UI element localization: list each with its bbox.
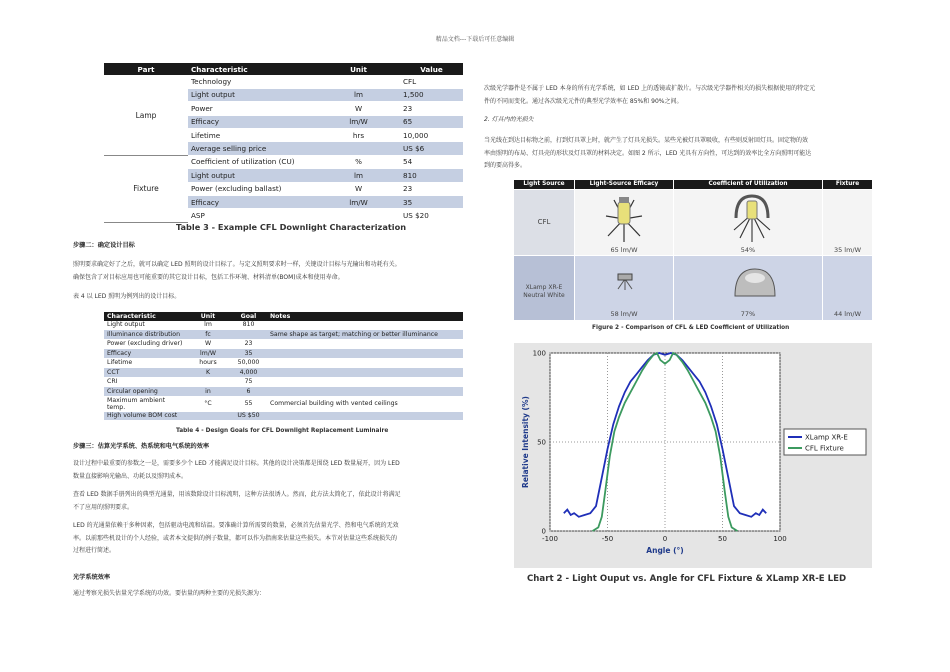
fig2-header-source: Light Source — [514, 180, 574, 189]
cell-value: 23 — [400, 102, 463, 115]
x-tick-label: 100 — [773, 535, 787, 543]
x-tick-label: 0 — [662, 535, 668, 543]
cell-characteristic: Power (excluding driver) — [104, 339, 186, 349]
fig2-header-cu: Coefficient of Utilization — [674, 180, 822, 189]
legend-label: XLamp XR-E — [805, 433, 848, 442]
fig2-xlamp-line-2: Neutral White — [523, 292, 565, 299]
fig2-header-fixture: Fixture — [823, 180, 872, 189]
step3-paragraph-4: 通过考察光损失估量光学系统的功效。要估量的两种主要的光损失源为： — [73, 590, 266, 597]
fig2-cfl-fixture-efficacy: 35 lm/W — [833, 246, 862, 254]
page-header: 精品文档---下载后可任意编辑 — [435, 36, 515, 43]
figure-2-caption: Figure 2 - Comparison of CFL & LED Coefficient of Utilization — [592, 325, 790, 331]
cell-notes — [267, 377, 463, 387]
y-tick-label: 50 — [537, 438, 546, 447]
led-icon — [614, 271, 636, 291]
cell-unit: hrs — [317, 128, 400, 141]
fig2-cfl-label: CFL — [537, 218, 551, 226]
x-tick-label: -50 — [601, 535, 614, 543]
cell-unit — [186, 411, 230, 421]
cell-notes — [267, 358, 463, 368]
step2-line-2: 确保包含了对目标应用也可能重要的其它设计目标，包括工作环境、材料清单(BOM)成本和使用寿命。 — [73, 273, 344, 281]
step3-p2-line-1: 查看 LED 数据手册列出的典型光通量，用该数除设计目标流明，这种方法很诱人。然而，此方法太简化了，依此设计将满足 — [73, 491, 401, 498]
chart-2-caption: Chart 2 - Light Ouput vs. Angle for CFL Fixture & XLamp XR-E LED — [527, 574, 847, 584]
cell-value: 35 — [400, 195, 463, 208]
step3-paragraph-1 — [73, 458, 473, 483]
cell-notes: Same shape as target; matching or better illuminance — [267, 330, 463, 340]
t4-col-notes: Notes — [267, 312, 463, 321]
cell-unit: lm/W — [317, 195, 400, 208]
step3-heading: 步骤三：估算光学系统、热系统和电气系统的效率 — [73, 443, 210, 450]
cell-unit: W — [317, 102, 400, 115]
led-fixture-icon — [732, 266, 778, 298]
cell-unit: fc — [186, 330, 230, 340]
cell-unit: lm — [186, 321, 230, 330]
table-row — [104, 358, 463, 368]
part-fixture: Fixture — [104, 155, 188, 222]
legend-label: CFL Fixture — [805, 444, 844, 453]
fig2-xlamp-line-1: XLamp XR-E — [525, 284, 563, 291]
fig2-led-cu: 77% — [740, 310, 756, 318]
col-value: Value — [400, 63, 463, 75]
cell-characteristic: Power — [188, 102, 317, 115]
t4-col-unit: Unit — [186, 312, 230, 321]
cell-goal: 75 — [230, 377, 267, 387]
step2-paragraph-2: 表 4 以 LED 照明为例列出的设计目标。 — [73, 293, 181, 300]
cell-characteristic: Efficacy — [188, 115, 317, 128]
cell-characteristic: Average selling price — [188, 142, 317, 155]
step3-p3-line-1: LED 的光通量依赖于多种因素，包括驱动电流和结温。要准确计算所需要的数量，必须首先估量光学、热和电气系统的无效 — [73, 522, 399, 529]
y-axis-label: Relative Intensity (%) — [521, 396, 530, 488]
cell-value: CFL — [400, 75, 463, 88]
cell-unit: in — [186, 387, 230, 397]
t4-col-goal: Goal — [230, 312, 267, 321]
step3-paragraph-3 — [73, 520, 473, 558]
cell-goal: 50,000 — [230, 358, 267, 368]
cell-unit — [317, 75, 400, 88]
cell-characteristic: CCT — [104, 368, 186, 378]
cell-goal: 23 — [230, 339, 267, 349]
cell-characteristic: Light output — [104, 321, 186, 330]
cell-characteristic: Efficacy — [104, 349, 186, 359]
cell-notes: Commercial building with vented ceilings — [267, 396, 463, 411]
right-p1-line-2: 件的不同而变化。通过各次级光元件的典型光学效率在 85%和 90%之间。 — [484, 97, 683, 105]
cell-unit: hours — [186, 358, 230, 368]
step3-paragraph-2 — [73, 489, 473, 514]
right-paragraph-2 — [484, 135, 884, 173]
cell-characteristic: Lifetime — [188, 128, 317, 141]
right-p1-line-1: 次级光学器件是不属于 LED 本身的所有光学系统，如 LED 上的透镜或扩散片。与次级光学器件相关的损失根据使用的特定元 — [484, 85, 816, 92]
optical-efficiency-heading: 光学系统效率 — [73, 574, 111, 581]
step3-p3-line-2: 率。以前那些机设计的个人经验，或者本文提供的例子数量，都可以作为指南来估量这些损失。本节对估量这些系统损失的 — [73, 534, 398, 542]
cell-goal: 810 — [230, 321, 267, 330]
step3-p3-line-3: 过程进行简述。 — [73, 547, 116, 554]
cell-characteristic: Power (excluding ballast) — [188, 182, 317, 195]
fig2-led-efficacy: 58 lm/W — [610, 310, 638, 318]
fig2-cfl-efficacy: 65 lm/W — [610, 246, 638, 254]
cell-value: US $20 — [400, 209, 463, 222]
cell-notes — [267, 321, 463, 330]
table-row — [104, 155, 463, 168]
table-row — [104, 368, 463, 378]
cell-unit: °C — [186, 396, 230, 411]
cell-goal: 4,000 — [230, 368, 267, 378]
right-p2-line-2: 率由照明的布局、灯具壳的形状及灯具罩的材料决定。如图 2 所示，LED 光具有方向性，可达到的效率比全方向照明可能达 — [484, 149, 812, 157]
y-tick-label: 100 — [532, 349, 546, 358]
table-3-caption: Table 3 - Example CFL Downlight Characterization — [176, 222, 407, 232]
t4-col-characteristic: Characteristic — [104, 312, 186, 321]
cell-unit: lm — [317, 169, 400, 182]
cell-value: 65 — [400, 115, 463, 128]
right-p2-line-1: 当光线在到达目标物之前，打到灯具罩上时，就产生了灯具光损失。某些光被灯具罩吸收，有些则反射回灯具。固定物的效 — [484, 137, 809, 144]
part-lamp: Lamp — [104, 75, 188, 155]
step3-p1-line-1: 设计过程中最重要的参数之一是，需要多少个 LED 才能满足设计目标。其他的设计决策都是围绕 LED 数量展开，因为 LED — [73, 460, 400, 467]
cell-unit — [186, 377, 230, 387]
cell-notes — [267, 339, 463, 349]
table-row — [104, 396, 463, 411]
cell-characteristic: Maximum ambient temp. — [104, 396, 186, 411]
cell-unit — [317, 209, 400, 222]
cell-characteristic: Efficacy — [188, 195, 317, 208]
x-tick-label: -100 — [542, 535, 558, 543]
cell-characteristic: Lifetime — [104, 358, 186, 368]
chart-2-panel — [514, 343, 872, 568]
cfl-bulb-icon — [604, 194, 644, 244]
cell-unit: lm/W — [317, 115, 400, 128]
figure-2 — [514, 180, 872, 320]
fig2-xlamp-label — [514, 284, 574, 300]
x-axis-label: Angle (°) — [646, 546, 684, 555]
cell-notes — [267, 387, 463, 397]
table-row — [104, 349, 463, 359]
cell-unit: W — [317, 182, 400, 195]
cell-notes — [267, 411, 463, 421]
cell-notes — [267, 368, 463, 378]
cell-goal: 35 — [230, 349, 267, 359]
cell-characteristic: Technology — [188, 75, 317, 88]
col-unit: Unit — [317, 63, 400, 75]
cell-unit — [317, 142, 400, 155]
step2-line-1: 照明要求确定好了之后，就可以确定 LED 照明的设计目标了。与定义照明要求时一样，关键设计目标与光输出和功耗有关。 — [73, 261, 401, 268]
cell-characteristic: Circular opening — [104, 387, 186, 397]
cell-value: 54 — [400, 155, 463, 168]
cell-unit: W — [186, 339, 230, 349]
fig2-led-fixture-efficacy: 44 lm/W — [833, 310, 862, 318]
table-row — [104, 377, 463, 387]
cell-unit: K — [186, 368, 230, 378]
cell-notes — [267, 349, 463, 359]
cell-characteristic: Light output — [188, 88, 317, 101]
cell-goal — [230, 330, 267, 340]
step2-heading: 步骤二：确定设计目标 — [73, 242, 135, 249]
x-tick-label: 50 — [718, 535, 727, 543]
table-4 — [104, 312, 463, 421]
step2-paragraph-1 — [73, 259, 473, 284]
cell-characteristic: Light output — [188, 169, 317, 182]
table-row — [104, 75, 463, 88]
cell-characteristic: Illuminance distribution — [104, 330, 186, 340]
right-p2-line-3: 到的要高得多。 — [484, 162, 527, 169]
cell-unit: lm — [317, 88, 400, 101]
cell-value: 1,500 — [400, 88, 463, 101]
cell-characteristic: ASP — [188, 209, 317, 222]
chart-2 — [514, 343, 872, 568]
y-tick-label: 0 — [541, 527, 546, 536]
cell-characteristic: CRI — [104, 377, 186, 387]
fig2-header-efficacy: Light-Source Efficacy — [575, 180, 673, 189]
cell-goal: 6 — [230, 387, 267, 397]
table-row — [104, 387, 463, 397]
step3-p1-line-2: 数量直接影响光输出、功耗以及照明成本。 — [73, 472, 188, 480]
cell-unit: lm/W — [186, 349, 230, 359]
cell-value: US $6 — [400, 142, 463, 155]
list-item-2: 2. 灯具内的光损失 — [484, 116, 534, 123]
col-part: Part — [104, 63, 188, 75]
table-3 — [104, 63, 463, 223]
cell-value: 23 — [400, 182, 463, 195]
table-row — [104, 411, 463, 421]
cfl-fixture-icon — [732, 192, 772, 244]
cell-unit: % — [317, 155, 400, 168]
cell-characteristic: Coefficient of utilization (CU) — [188, 155, 317, 168]
table-row — [104, 330, 463, 340]
table-row — [104, 321, 463, 330]
cell-goal: 55 — [230, 396, 267, 411]
step3-p2-line-2: 不了应用的照明要求。 — [73, 503, 134, 511]
cell-goal: US $50 — [230, 411, 267, 421]
fig2-cfl-cu: 54% — [740, 246, 756, 254]
col-characteristic: Characteristic — [188, 63, 317, 75]
right-paragraph-1 — [484, 83, 884, 108]
cell-characteristic: High volume BOM cost — [104, 411, 186, 421]
cell-value: 10,000 — [400, 128, 463, 141]
table-4-caption: Table 4 - Design Goals for CFL Downlight Replacement Luminaire — [176, 428, 389, 434]
cell-value: 810 — [400, 169, 463, 182]
table-row — [104, 339, 463, 349]
